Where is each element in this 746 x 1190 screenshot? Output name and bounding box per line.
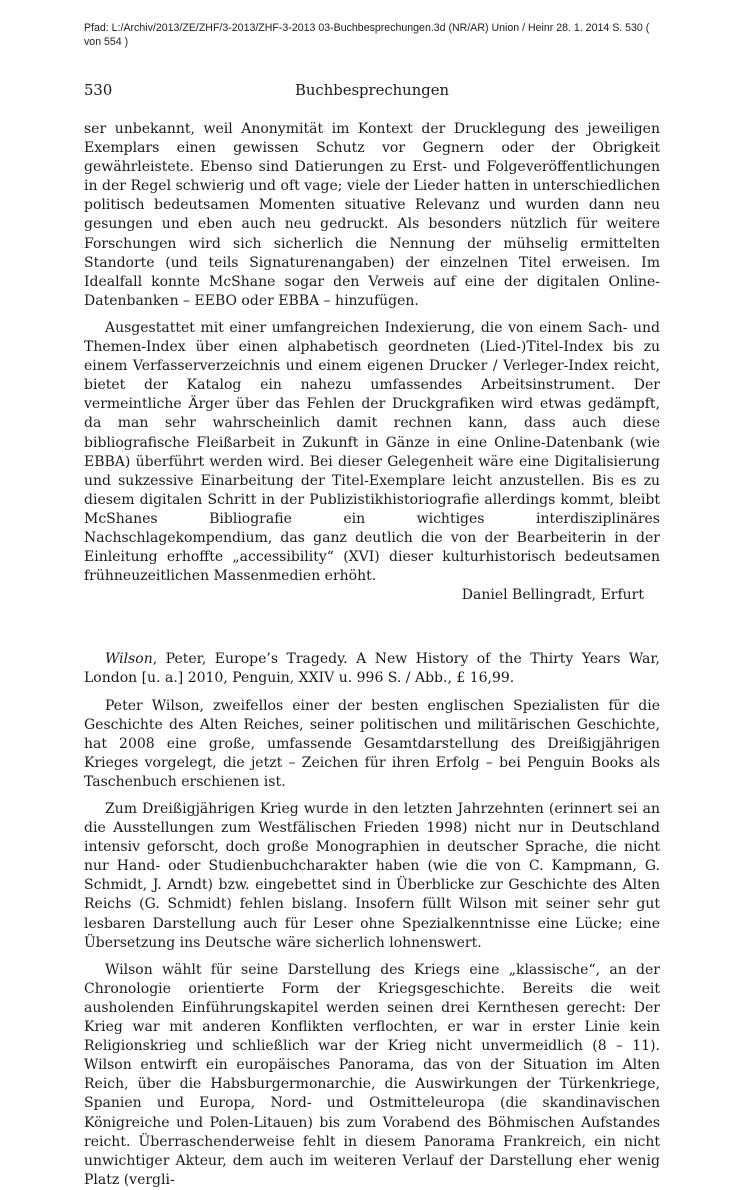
- page-number: 530: [84, 82, 113, 99]
- review2-paragraph-2: Zum Dreißigjährigen Krieg wurde in den letzten Jahrzehnten (erinnert sei an die Ausstellungen zum Westfälischen Frieden 1998) nicht nur in Deutschland intensiv geforscht, doch große Monographien in deutscher Sprache, die nicht nur Hand- oder Studienbuchcharakter haben (wie die von C. Kampmann, G. Schmidt, J. Arndt) bzw. eingebettet sind in Überblicke zur Geschichte des Alten Reichs (G. Schmidt) fehlen bislang. Insofern füllt Wilson mit seiner sehr gut lesbaren Darstellung auch für Leser ohne Spezialkenntnisse eine Lücke; eine Übersetzung ins Deutsche wäre sicherlich lohnenswert.: [84, 801, 660, 951]
- review1-paragraph-1: ser unbekannt, weil Anonymität im Kontext der Drucklegung des jeweiligen Exemplars einen gewissen Schutz vor Gegnern oder der Obrigkeit gewährleistete. Ebenso sind Datierungen zu Erst- und Folgeveröffentlichungen in der Regel schwierig und oft vage; viele der Lieder hatten in unterschiedlichen politisch bedeutsamen Momenten situative Relevanz und wurden dann neu gesungen und eben auch neu gedruckt. Als besonders nützlich für weitere Forschungen wird sich sicherlich die Nennung der mühselig ermittelten Standorte (und teils Signaturenangaben) der einzelnen Titel erweisen. Im Idealfall konnte McShane sogar den Verweis auf eine der digitalen Online-Datenbanken – EEBO oder EBBA – hinzufügen.: [84, 121, 660, 309]
- review2-author: Wilson: [105, 651, 153, 668]
- running-title: Buchbesprechungen: [295, 82, 449, 99]
- reviewer-signature: Daniel Bellingradt, Erfurt: [461, 587, 644, 604]
- review2-bibliographic-entry: [84, 650, 660, 688]
- review1-paragraph-2: Ausgestattet mit einer umfangreichen Indexierung, die von einem Sach- und Themen-Index über einen alphabetisch geordneten (Lied-)Titel-Index bis zu einem Verfasserverzeichnis und einem eigenen Drucker / Verleger-Index reicht, bietet der Katalog ein nahezu umfassendes Arbeitsinstrument. Der vermeintliche Ärger über das Fehlen der Druckgrafiken wird etwas gedämpft, da man sehr wahrscheinlich damit rechnen kann, dass auch diese bibliografische Fleißarbeit in Zukunft in Gänze in eine Online-Datenbank (wie EBBA) überführt werden wird. Bei dieser Gelegenheit wäre eine Digitalisierung und sukzessive Einarbeitung der Titel-Exemplare leicht anzustellen. Bis es zu diesem digitalen Schritt in der Publizistikhistoriografie allerdings kommt, bleibt McShanes Bibliografie ein wichtiges interdisziplinäres Nachschlagekompendium, das ganz deutlich die von der Bearbeiterin in der Einleitung erhoffte „accessibility“ (XVI) dieser kulturhistorisch bedeutsamen frühneuzeitlichen Massenmedien erhöht.: [84, 319, 660, 585]
- review2-paragraph-3: Wilson wählt für seine Darstellung des Kriegs eine „klassische“, an der Chronologie orientierte Form der Kriegsgeschichte. Bereits die weit ausholenden Einführungskapitel werden seinen drei Kernthesen gerecht: Der Krieg war mit anderen Konflikten verflochten, er war in erster Linie kein Religionskrieg und schließlich war der Krieg nicht unvermeidlich (8 – 11). Wilson entwirft ein europäisches Panorama, das von der Situation im Alten Reich, über die Habsburgermonarchie, die Auswirkungen der Türkenkriege, Spanien und Europa, Nord- und Ostmitteleuropa (die skandinavischen Königreiche und Polen-Litauen) bis zum Vorabend des Böhmischen Aufstandes reicht. Überraschenderweise fehlt in diesem Panorama Frankreich, ein nicht unwichtiger Akteur, dem auch im weiteren Verlauf der Darstellung eher wenig Platz (vergli-: [84, 961, 660, 1188]
- running-head: [84, 80, 660, 102]
- body-text: [84, 120, 660, 1190]
- review2-paragraph-1: Peter Wilson, zweifellos einer der besten englischen Spezialisten für die Geschichte des Alten Reiches, seiner politischen und militärischen Geschichte, hat 2008 eine große, umfassende Gesamtdarstellung des Dreißigjährigen Krieges vorgelegt, die jetzt – Zeichen für ihren Erfolg – bei Penguin Books als Taschenbuch erschienen ist.: [84, 697, 660, 790]
- file-path-header: Pfad: L:/Archiv/2013/ZE/ZHF/3-2013/ZHF-3-2013 03-Buchbesprechungen.3d (NR/AR) Union / Heinr 28. 1. 2014 S. 530 ( von 554 ): [84, 22, 650, 48]
- review2-citation: , Peter, Europe’s Tragedy. A New History of the Thirty Years War, London [u. a.] 2010, Penguin, XXIV u. 996 S. / Abb., £ 16,99.: [84, 651, 660, 687]
